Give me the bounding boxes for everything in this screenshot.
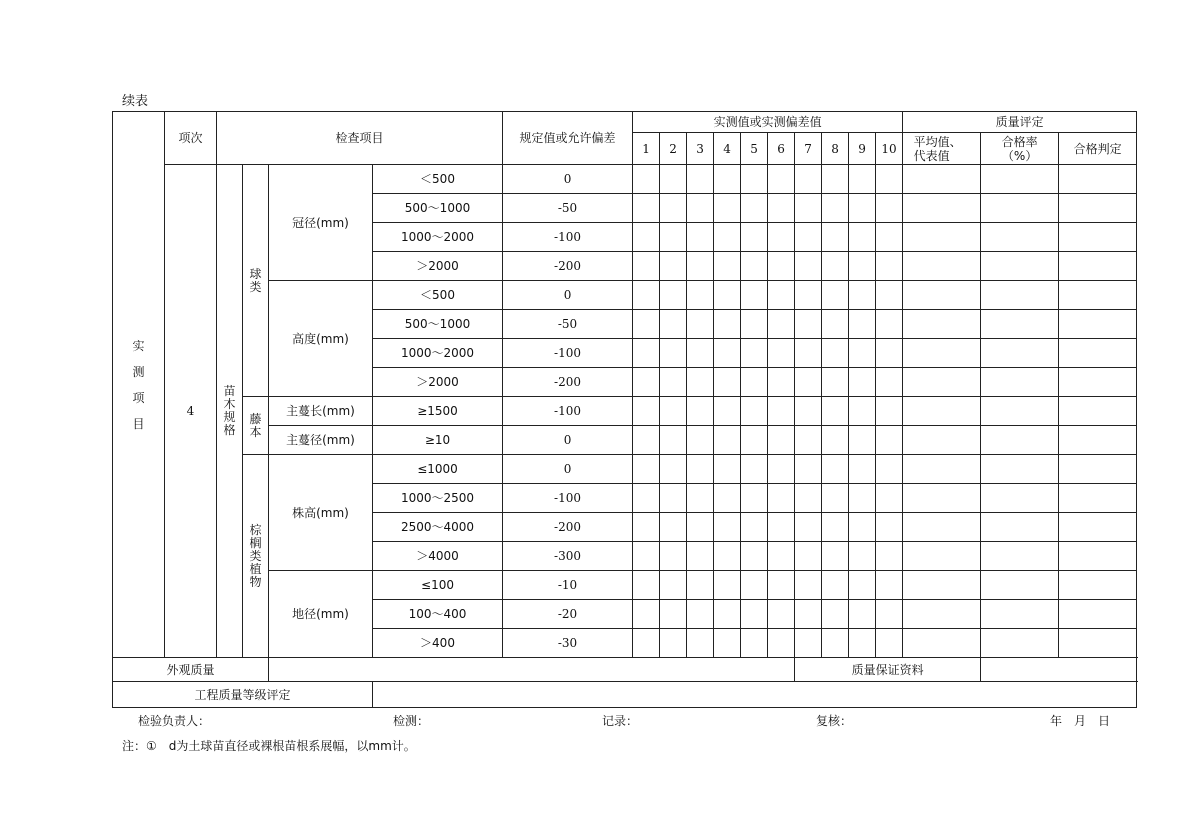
appearance-value[interactable]: [269, 658, 795, 682]
row-range: ≤1000: [373, 455, 503, 484]
group-ball-label: 球类: [249, 266, 262, 294]
row-range: ＜500: [373, 165, 503, 194]
appearance-label: 外观质量: [113, 658, 269, 682]
date-label: 年 月 日: [1050, 714, 1111, 728]
row-value: -50: [503, 194, 633, 223]
col-2: 2: [660, 133, 687, 165]
col-4: 4: [714, 133, 741, 165]
row-range: ＞2000: [373, 252, 503, 281]
row-value: -200: [503, 252, 633, 281]
row-range: ＞2000: [373, 368, 503, 397]
row-value: -10: [503, 571, 633, 600]
table-row: [113, 165, 1137, 194]
table-row: [113, 455, 1137, 484]
row-range: 500～1000: [373, 310, 503, 339]
row-item: 高度(mm): [269, 281, 373, 397]
assurance-label: 质量保证资料: [795, 658, 981, 682]
row-item: 主蔓径(mm): [269, 426, 373, 455]
row-item: 株高(mm): [269, 455, 373, 571]
header-rate-text: 合格率（%）: [1001, 134, 1038, 163]
row-item: 主蔓长(mm): [269, 397, 373, 426]
row-range: 2500～4000: [373, 513, 503, 542]
col-10: 10: [876, 133, 903, 165]
row-item: 冠径(mm): [269, 165, 373, 281]
assurance-value[interactable]: [981, 658, 1137, 682]
row-value: -300: [503, 542, 633, 571]
header-average: [903, 133, 981, 165]
row-range: ＞400: [373, 629, 503, 658]
group-vine-label: 藤本: [249, 411, 262, 439]
row-value: -50: [503, 310, 633, 339]
row-value: 0: [503, 455, 633, 484]
grade-row: [113, 682, 1137, 708]
col-6: 6: [768, 133, 795, 165]
row-range: 500～1000: [373, 194, 503, 223]
row-range: ≥1500: [373, 397, 503, 426]
row-range: 1000～2000: [373, 223, 503, 252]
row-item: 地径(mm): [269, 571, 373, 658]
group-ball-cell: [243, 165, 269, 397]
col-1: 1: [633, 133, 660, 165]
col-7: 7: [795, 133, 822, 165]
header-rate: [981, 133, 1059, 165]
row-range: ≥10: [373, 426, 503, 455]
header-allowed: 规定值或允许偏差: [503, 112, 633, 165]
appearance-row: [113, 658, 1137, 682]
grade-value[interactable]: [373, 682, 1137, 708]
row-range: ＞4000: [373, 542, 503, 571]
footnote: 注：① d为土球苗直径或裸根苗根系展幅，以mm计。: [122, 739, 416, 753]
header-item-no: 项次: [165, 112, 217, 165]
row-range: ≤100: [373, 571, 503, 600]
col-3: 3: [687, 133, 714, 165]
row-value: -200: [503, 368, 633, 397]
item-number: 4: [165, 165, 217, 658]
row-value: 0: [503, 281, 633, 310]
row-value: -30: [503, 629, 633, 658]
col-8: 8: [822, 133, 849, 165]
section-label-cell: [113, 112, 165, 658]
row-value: -200: [503, 513, 633, 542]
grade-label: 工程质量等级评定: [113, 682, 373, 708]
testing-label: 检测：: [393, 714, 430, 728]
row-value: 0: [503, 165, 633, 194]
row-value: 0: [503, 426, 633, 455]
header-check-item: 检查项目: [217, 112, 503, 165]
header-measured: 实测值或实测偏差值: [633, 112, 903, 133]
row-value: -100: [503, 397, 633, 426]
record-label: 记录：: [602, 714, 639, 728]
row-value: -100: [503, 223, 633, 252]
col-5: 5: [741, 133, 768, 165]
inspector-label: 检验负责人：: [138, 714, 211, 728]
header-judge: 合格判定: [1059, 133, 1137, 165]
group-palm-label: 棕榈类植物: [249, 522, 262, 589]
header-average-text: 平均值、代表值: [913, 134, 962, 163]
row-range: 1000～2500: [373, 484, 503, 513]
inspection-table: [112, 111, 1137, 708]
section-label: 实测项目: [132, 338, 145, 431]
row-range: ＜500: [373, 281, 503, 310]
col-9: 9: [849, 133, 876, 165]
category-cell: [217, 165, 243, 658]
row-range: 100～400: [373, 600, 503, 629]
group-vine-cell: [243, 397, 269, 455]
row-value: -20: [503, 600, 633, 629]
row-range: 1000～2000: [373, 339, 503, 368]
table-title: 续表: [122, 94, 149, 109]
group-palm-cell: [243, 455, 269, 658]
row-value: -100: [503, 484, 633, 513]
row-value: -100: [503, 339, 633, 368]
category-label: 苗木规格: [223, 384, 236, 437]
table-row: [113, 397, 1137, 426]
header-quality: 质量评定: [903, 112, 1137, 133]
review-label: 复核：: [816, 714, 853, 728]
